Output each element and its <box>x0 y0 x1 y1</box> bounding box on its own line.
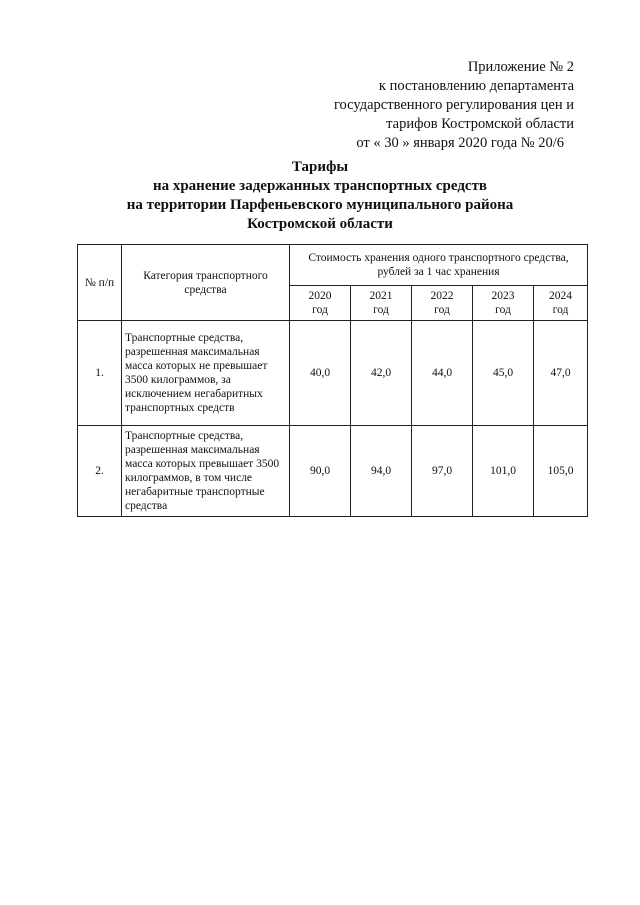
tariff-value: 44,0 <box>412 321 473 426</box>
tariff-value: 101,0 <box>473 426 534 517</box>
title-line-2: на хранение задержанных транспортных средств <box>152 178 488 194</box>
appendix-block <box>334 58 574 153</box>
table-row <box>78 321 588 426</box>
appendix-department: государственного регулирования цен и <box>333 97 574 113</box>
appendix-region: тарифов Костромской области <box>386 116 574 132</box>
row-number: 2. <box>78 426 122 517</box>
header-year <box>412 286 473 321</box>
appendix-resolution: к постановлению департамента <box>378 78 574 94</box>
title-line-1: Тарифы <box>291 159 349 175</box>
tariff-value: 105,0 <box>534 426 588 517</box>
document-title <box>0 158 640 234</box>
table-row <box>78 426 588 517</box>
row-number: 1. <box>78 321 122 426</box>
tariff-value: 42,0 <box>351 321 412 426</box>
row-category: Транспортные средства, разрешенная максимальная масса которых не превышает 3500 килограммов, за исключением негабаритных транспортных средств <box>122 321 290 426</box>
year-label: 2023 <box>491 290 515 302</box>
header-category: Категория транспортного средства <box>122 245 290 321</box>
year-unit: год <box>373 304 389 316</box>
year-unit: год <box>312 304 328 316</box>
tariff-table <box>77 244 588 517</box>
header-cost: Стоимость хранения одного транспортного средства, рублей за 1 час хранения <box>290 245 588 286</box>
header-year <box>473 286 534 321</box>
tariff-value: 45,0 <box>473 321 534 426</box>
year-unit: год <box>552 304 569 316</box>
header-number: № п/п <box>78 245 122 321</box>
row-category: Транспортные средства, разрешенная максимальная масса которых превышает 3500 килограммов, в том числе негабаритные транспортные средства <box>122 426 290 517</box>
tariff-value: 97,0 <box>412 426 473 517</box>
title-line-3: на территории Парфеньевского муниципального района <box>126 197 514 213</box>
header-year <box>351 286 412 321</box>
year-label: 2021 <box>369 290 393 302</box>
appendix-date: от « 30 » января 2020 года № 20/6 <box>356 135 564 151</box>
year-label: 2024 <box>549 290 572 302</box>
year-unit: год <box>434 304 450 316</box>
header-year <box>290 286 351 321</box>
tariff-value: 90,0 <box>290 426 351 517</box>
tariff-value: 47,0 <box>534 321 588 426</box>
table-header-row <box>78 245 588 286</box>
year-unit: год <box>495 304 511 316</box>
appendix-number: Приложение № 2 <box>467 59 574 75</box>
year-label: 2020 <box>308 290 332 302</box>
header-year <box>534 286 588 321</box>
year-label: 2022 <box>430 290 454 302</box>
title-line-4: Костромской области <box>247 216 393 232</box>
tariff-value: 40,0 <box>290 321 351 426</box>
tariff-value: 94,0 <box>351 426 412 517</box>
